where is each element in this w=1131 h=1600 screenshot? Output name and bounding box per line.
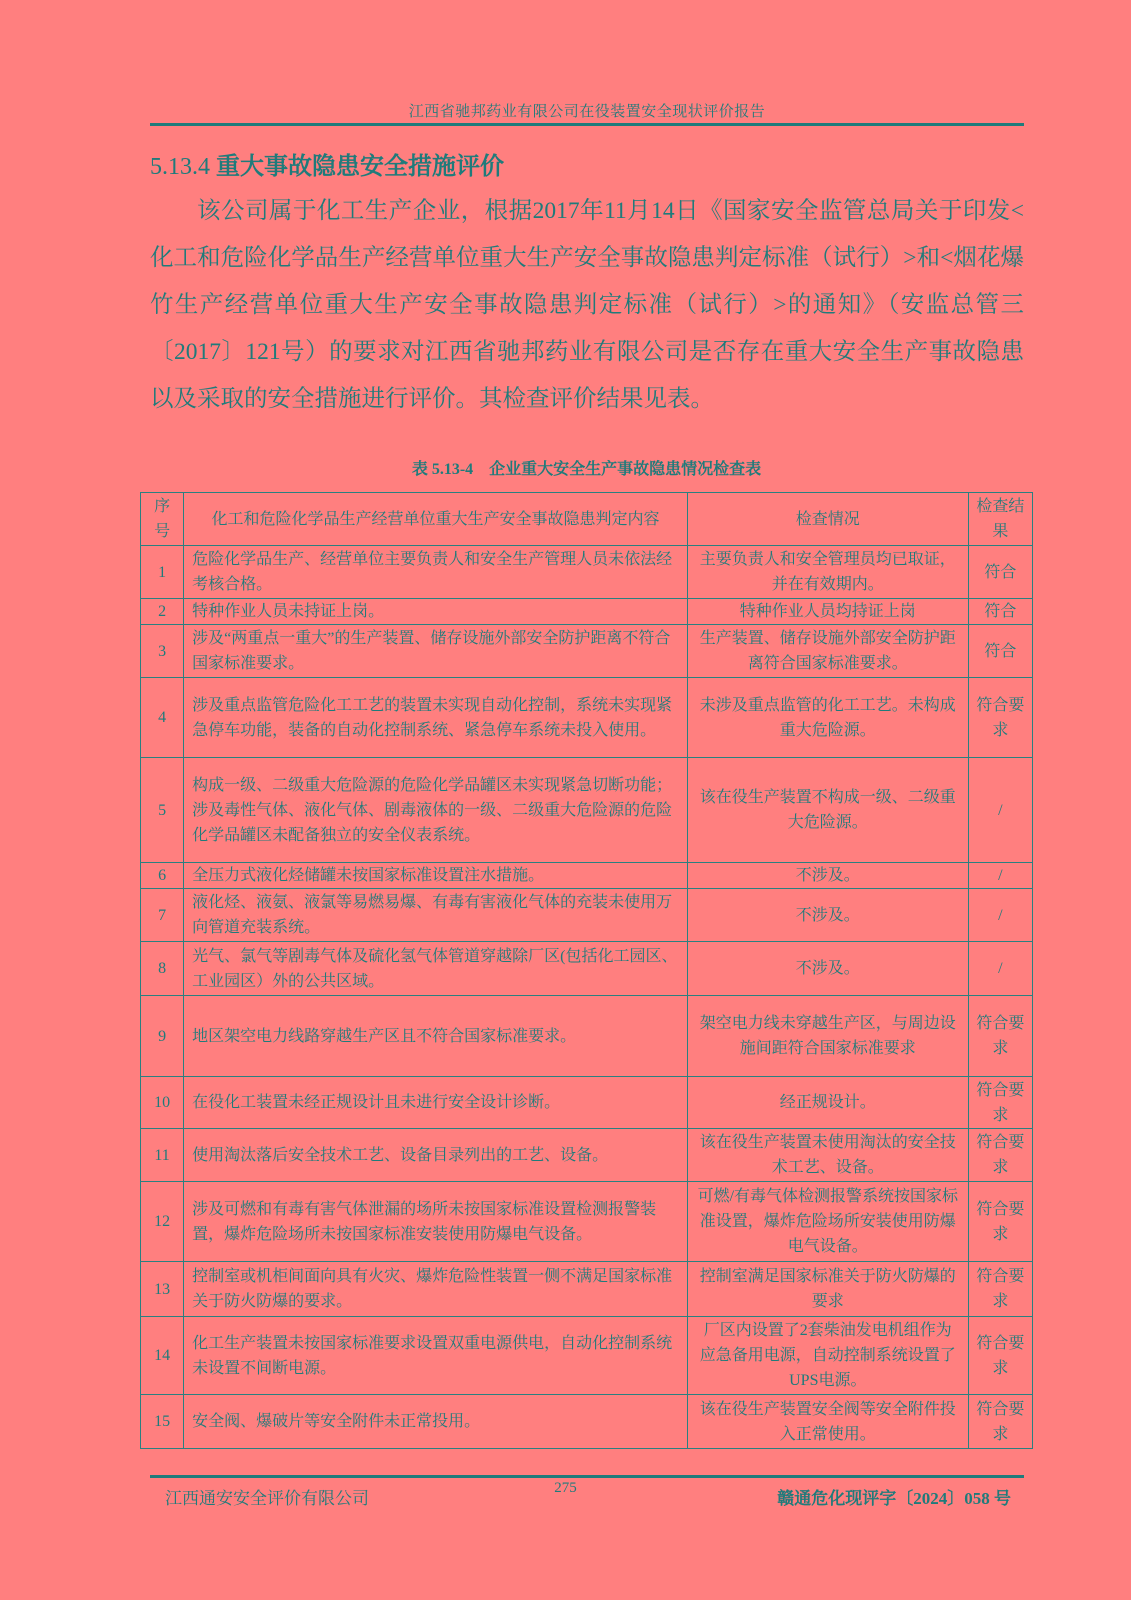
row-number: 1 bbox=[141, 546, 184, 599]
row-check: 该在役生产装置未使用淘汰的安全技术工艺、设备。 bbox=[687, 1129, 968, 1182]
table-row bbox=[141, 625, 1033, 678]
table-row bbox=[141, 1262, 1033, 1317]
header-no: 序号 bbox=[141, 493, 184, 546]
row-check: 生产装置、储存设施外部安全防护距离符合国家标准要求。 bbox=[687, 625, 968, 678]
row-result: / bbox=[968, 942, 1032, 996]
running-header: 江西省驰邦药业有限公司在役装置安全现状评价报告 bbox=[408, 104, 766, 120]
row-number: 14 bbox=[141, 1317, 184, 1395]
page-number: 275 bbox=[554, 1480, 577, 1496]
footer-company: 江西通安安全评价有限公司 bbox=[165, 1489, 369, 1508]
row-check: 可燃/有毒气体检测报警系统按国家标准设置，爆炸危险场所安装使用防爆电气设备。 bbox=[687, 1182, 968, 1262]
table-row bbox=[141, 863, 1033, 889]
row-content: 化工生产装置未按国家标准要求设置双重电源供电，自动化控制系统未设置不间断电源。 bbox=[184, 1317, 688, 1395]
row-result: / bbox=[968, 758, 1032, 863]
row-result: / bbox=[968, 863, 1032, 889]
table-row bbox=[141, 758, 1033, 863]
row-content: 危险化学品生产、经营单位主要负责人和安全生产管理人员未依法经考核合格。 bbox=[184, 546, 688, 599]
table-row bbox=[141, 1129, 1033, 1182]
row-check: 不涉及。 bbox=[687, 889, 968, 942]
row-number: 8 bbox=[141, 942, 184, 996]
header-result: 检查结果 bbox=[968, 493, 1032, 546]
row-check: 该在役生产装置安全阀等安全附件投入正常使用。 bbox=[687, 1395, 968, 1449]
row-number: 11 bbox=[141, 1129, 184, 1182]
table-row bbox=[141, 599, 1033, 625]
table-row bbox=[141, 1182, 1033, 1262]
row-content: 控制室或机柜间面向具有火灾、爆炸危险性装置一侧不满足国家标准关于防火防爆的要求。 bbox=[184, 1262, 688, 1317]
row-content: 全压力式液化烃储罐未按国家标准设置注水措施。 bbox=[184, 863, 688, 889]
row-number: 2 bbox=[141, 599, 184, 625]
row-content: 特种作业人员未持证上岗。 bbox=[184, 599, 688, 625]
section-number: 5.13.4 bbox=[150, 154, 210, 180]
table-row bbox=[141, 546, 1033, 599]
header-divider bbox=[150, 123, 1024, 126]
hazard-check-table bbox=[140, 492, 1033, 1449]
row-check: 特种作业人员均持证上岗 bbox=[687, 599, 968, 625]
row-number: 13 bbox=[141, 1262, 184, 1317]
footer-doc-number: 赣通危化现评字〔2024〕058 号 bbox=[777, 1489, 1011, 1508]
row-content: 构成一级、二级重大危险源的危险化学品罐区未实现紧急切断功能；涉及毒性气体、液化气体、剧毒液体的一级、二级重大危险源的危险化学品罐区未配备独立的安全仪表系统。 bbox=[184, 758, 688, 863]
body-paragraph: 该公司属于化工生产企业，根据2017年11月14日《国家安全监管总局关于印发<化工和危险化学品生产经营单位重大生产安全事故隐患判定标准（试行）>和<烟花爆竹生产经营单位重大生产安全事故隐患判定标准（试行）>的通知》（安监总管三〔2017〕121号）的要求对江西省驰邦药业有限公司是否存在重大安全生产事故隐患以及采取的安全措施进行评价。其检查评价结果见表。 bbox=[150, 198, 1024, 412]
row-result: 符合要求 bbox=[968, 1317, 1032, 1395]
row-number: 3 bbox=[141, 625, 184, 678]
row-check: 不涉及。 bbox=[687, 942, 968, 996]
row-check: 该在役生产装置不构成一级、二级重大危险源。 bbox=[687, 758, 968, 863]
row-number: 15 bbox=[141, 1395, 184, 1449]
section-heading bbox=[150, 146, 504, 181]
header-content: 化工和危险化学品生产经营单位重大生产安全事故隐患判定内容 bbox=[184, 493, 688, 546]
row-number: 10 bbox=[141, 1077, 184, 1129]
row-check: 控制室满足国家标准关于防火防爆的要求 bbox=[687, 1262, 968, 1317]
row-number: 4 bbox=[141, 678, 184, 758]
row-result: 符合要求 bbox=[968, 1262, 1032, 1317]
table-row bbox=[141, 942, 1033, 996]
row-content: 液化烃、液氨、液氯等易燃易爆、有毒有害液化气体的充装未使用万向管道充装系统。 bbox=[184, 889, 688, 942]
row-check: 经正规设计。 bbox=[687, 1077, 968, 1129]
row-number: 9 bbox=[141, 996, 184, 1077]
table-row bbox=[141, 1317, 1033, 1395]
row-content: 涉及“两重点一重大”的生产装置、储存设施外部安全防护距离不符合国家标准要求。 bbox=[184, 625, 688, 678]
header-check: 检查情况 bbox=[687, 493, 968, 546]
table-header-row bbox=[141, 493, 1033, 546]
row-number: 7 bbox=[141, 889, 184, 942]
footer-divider bbox=[150, 1475, 1024, 1478]
row-result: 符合要求 bbox=[968, 1182, 1032, 1262]
row-check: 架空电力线未穿越生产区，与周边设施间距符合国家标准要求 bbox=[687, 996, 968, 1077]
row-result: 符合要求 bbox=[968, 1395, 1032, 1449]
row-result: 符合要求 bbox=[968, 678, 1032, 758]
row-check: 未涉及重点监管的化工工艺。未构成重大危险源。 bbox=[687, 678, 968, 758]
row-content: 涉及可燃和有毒有害气体泄漏的场所未按国家标准设置检测报警装置，爆炸危险场所未按国家标准安装使用防爆电气设备。 bbox=[184, 1182, 688, 1262]
table-row bbox=[141, 678, 1033, 758]
row-result: 符合要求 bbox=[968, 996, 1032, 1077]
row-check: 不涉及。 bbox=[687, 863, 968, 889]
table-row bbox=[141, 1395, 1033, 1449]
row-result: 符合要求 bbox=[968, 1077, 1032, 1129]
row-result: 符合 bbox=[968, 625, 1032, 678]
row-number: 5 bbox=[141, 758, 184, 863]
row-number: 6 bbox=[141, 863, 184, 889]
row-result: 符合 bbox=[968, 599, 1032, 625]
row-content: 在役化工装置未经正规设计且未进行安全设计诊断。 bbox=[184, 1077, 688, 1129]
row-content: 涉及重点监管危险化工工艺的装置未实现自动化控制，系统未实现紧急停车功能，装备的自动化控制系统、紧急停车系统未投入使用。 bbox=[184, 678, 688, 758]
row-check: 厂区内设置了2套柴油发电机组作为应急备用电源，自动控制系统设置了UPS电源。 bbox=[687, 1317, 968, 1395]
section-title: 重大事故隐患安全措施评价 bbox=[216, 154, 504, 180]
row-check: 主要负责人和安全管理员均已取证，并在有效期内。 bbox=[687, 546, 968, 599]
row-content: 使用淘汰落后安全技术工艺、设备目录列出的工艺、设备。 bbox=[184, 1129, 688, 1182]
row-content: 光气、氯气等剧毒气体及硫化氢气体管道穿越除厂区(包括化工园区、工业园区）外的公共区域。 bbox=[184, 942, 688, 996]
row-content: 安全阀、爆破片等安全附件未正常投用。 bbox=[184, 1395, 688, 1449]
table-row bbox=[141, 889, 1033, 942]
row-content: 地区架空电力线路穿越生产区且不符合国家标准要求。 bbox=[184, 996, 688, 1077]
row-result: 符合 bbox=[968, 546, 1032, 599]
table-row bbox=[141, 1077, 1033, 1129]
row-number: 12 bbox=[141, 1182, 184, 1262]
row-result: / bbox=[968, 889, 1032, 942]
table-caption: 表 5.13-4 企业重大安全生产事故隐患情况检查表 bbox=[411, 461, 762, 478]
table-row bbox=[141, 996, 1033, 1077]
row-result: 符合要求 bbox=[968, 1129, 1032, 1182]
